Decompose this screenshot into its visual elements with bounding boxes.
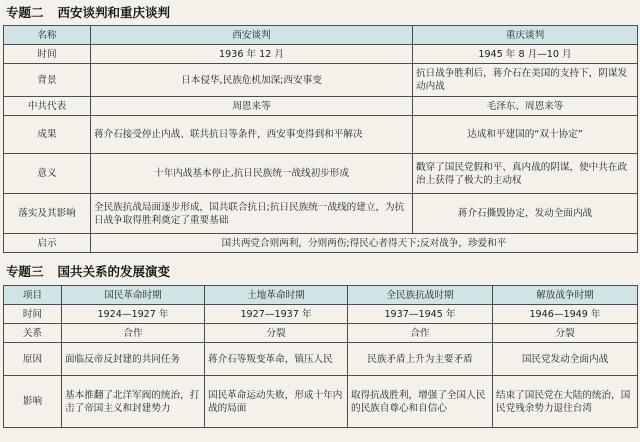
table-cell: 面临反帝反封建的共同任务 <box>62 343 205 376</box>
header-cell: 西安谈判 <box>91 26 413 45</box>
row-label: 成果 <box>4 116 91 154</box>
table-cell: 国民革命运动失败，形成十年内战的局面 <box>205 376 348 428</box>
xian-cell: 周恩来等 <box>91 97 413 116</box>
chongqing-cell: 抗日战争胜利后，蒋介石在美国的支持下，阴谋发动内战 <box>413 64 638 97</box>
lesson-cell: 国共两党合则两利，分则两伤;得民心者得天下;反对战争，珍爱和平 <box>91 234 638 253</box>
row-label: 中共代表 <box>4 97 91 116</box>
chongqing-cell: 毛泽东、周恩来等 <box>413 97 638 116</box>
xian-cell: 蒋介石接受停止内战、联共抗日等条件，西安事变得到和平解决 <box>91 116 413 154</box>
row-label: 启示 <box>4 234 91 253</box>
table-cell: 分裂 <box>205 324 348 343</box>
table-row <box>4 234 638 253</box>
table-header-row <box>4 286 638 305</box>
chongqing-cell: 达成和平建国的“双十协定” <box>413 116 638 154</box>
table-cell: 1927—1937 年 <box>205 305 348 324</box>
section2-title <box>0 3 170 23</box>
table-cell: 基本推翻了北洋军阀的统治，打击了帝国主义和封建势力 <box>62 376 205 428</box>
table-cell: 1946—1949 年 <box>493 305 638 324</box>
xian-chongqing-table <box>3 25 638 253</box>
row-label: 背景 <box>4 64 91 97</box>
xian-cell: 日本侵华,民族危机加深;西安事变 <box>91 64 413 97</box>
table-cell: 蒋介石等叛变革命，镇压人民 <box>205 343 348 376</box>
row-label: 时间 <box>4 305 62 324</box>
table-row <box>4 194 638 234</box>
chongqing-cell: 蒋介石撕毁协定，发动全面内战 <box>413 194 638 234</box>
header-cell: 重庆谈判 <box>413 26 638 45</box>
section3-heading: 国共关系的发展演变 <box>57 264 171 279</box>
xian-cell: 1936 年 12 月 <box>91 45 413 64</box>
table-row <box>4 97 638 116</box>
table-cell: 分裂 <box>493 324 638 343</box>
xian-cell: 全民族抗战局面逐步形成，国共联合抗日;抗日民族统一战线的建立，为抗日战争取得胜利奠定了重要基础 <box>91 194 413 234</box>
header-cell: 解放战争时期 <box>493 286 638 305</box>
table-cell: 合作 <box>348 324 493 343</box>
row-label: 落实及其影响 <box>4 194 91 234</box>
section2-heading: 西安谈判和重庆谈判 <box>57 5 171 20</box>
table-cell: 结束了国民党在大陆的统治，国民党残余势力退往台湾 <box>493 376 638 428</box>
table-row <box>4 305 638 324</box>
header-cell: 项目 <box>4 286 62 305</box>
chongqing-cell: 1945 年 8 月—10 月 <box>413 45 638 64</box>
chongqing-cell: 戳穿了国民党假和平、真内战的阴谋，使中共在政治上获得了极大的主动权 <box>413 154 638 194</box>
table-row <box>4 116 638 154</box>
row-label: 时间 <box>4 45 91 64</box>
table-cell: 民族矛盾上升为主要矛盾 <box>348 343 493 376</box>
table-cell: 合作 <box>62 324 205 343</box>
table-cell: 1937—1945 年 <box>348 305 493 324</box>
table-row <box>4 324 638 343</box>
table-cell: 取得抗战胜利，增强了全国人民的民族自尊心和自信心 <box>348 376 493 428</box>
header-cell: 土地革命时期 <box>205 286 348 305</box>
table-row <box>4 64 638 97</box>
table-row <box>4 154 638 194</box>
section3-number: 专题三 <box>6 264 44 279</box>
kmt-ccp-relations-table <box>3 285 638 428</box>
header-cell: 国民革命时期 <box>62 286 205 305</box>
table-row <box>4 45 638 64</box>
row-label: 意义 <box>4 154 91 194</box>
row-label: 原因 <box>4 343 62 376</box>
table-cell: 国民党发动全面内战 <box>493 343 638 376</box>
row-label: 关系 <box>4 324 62 343</box>
section3-title <box>0 262 170 282</box>
xian-cell: 十年内战基本停止,抗日民族统一战线初步形成 <box>91 154 413 194</box>
table-row <box>4 343 638 376</box>
section2-number: 专题二 <box>6 5 44 20</box>
table-cell: 1924—1927 年 <box>62 305 205 324</box>
table-row <box>4 376 638 428</box>
table-header-row <box>4 26 638 45</box>
row-label: 影响 <box>4 376 62 428</box>
header-cell: 全民族抗战时期 <box>348 286 493 305</box>
header-cell: 名称 <box>4 26 91 45</box>
